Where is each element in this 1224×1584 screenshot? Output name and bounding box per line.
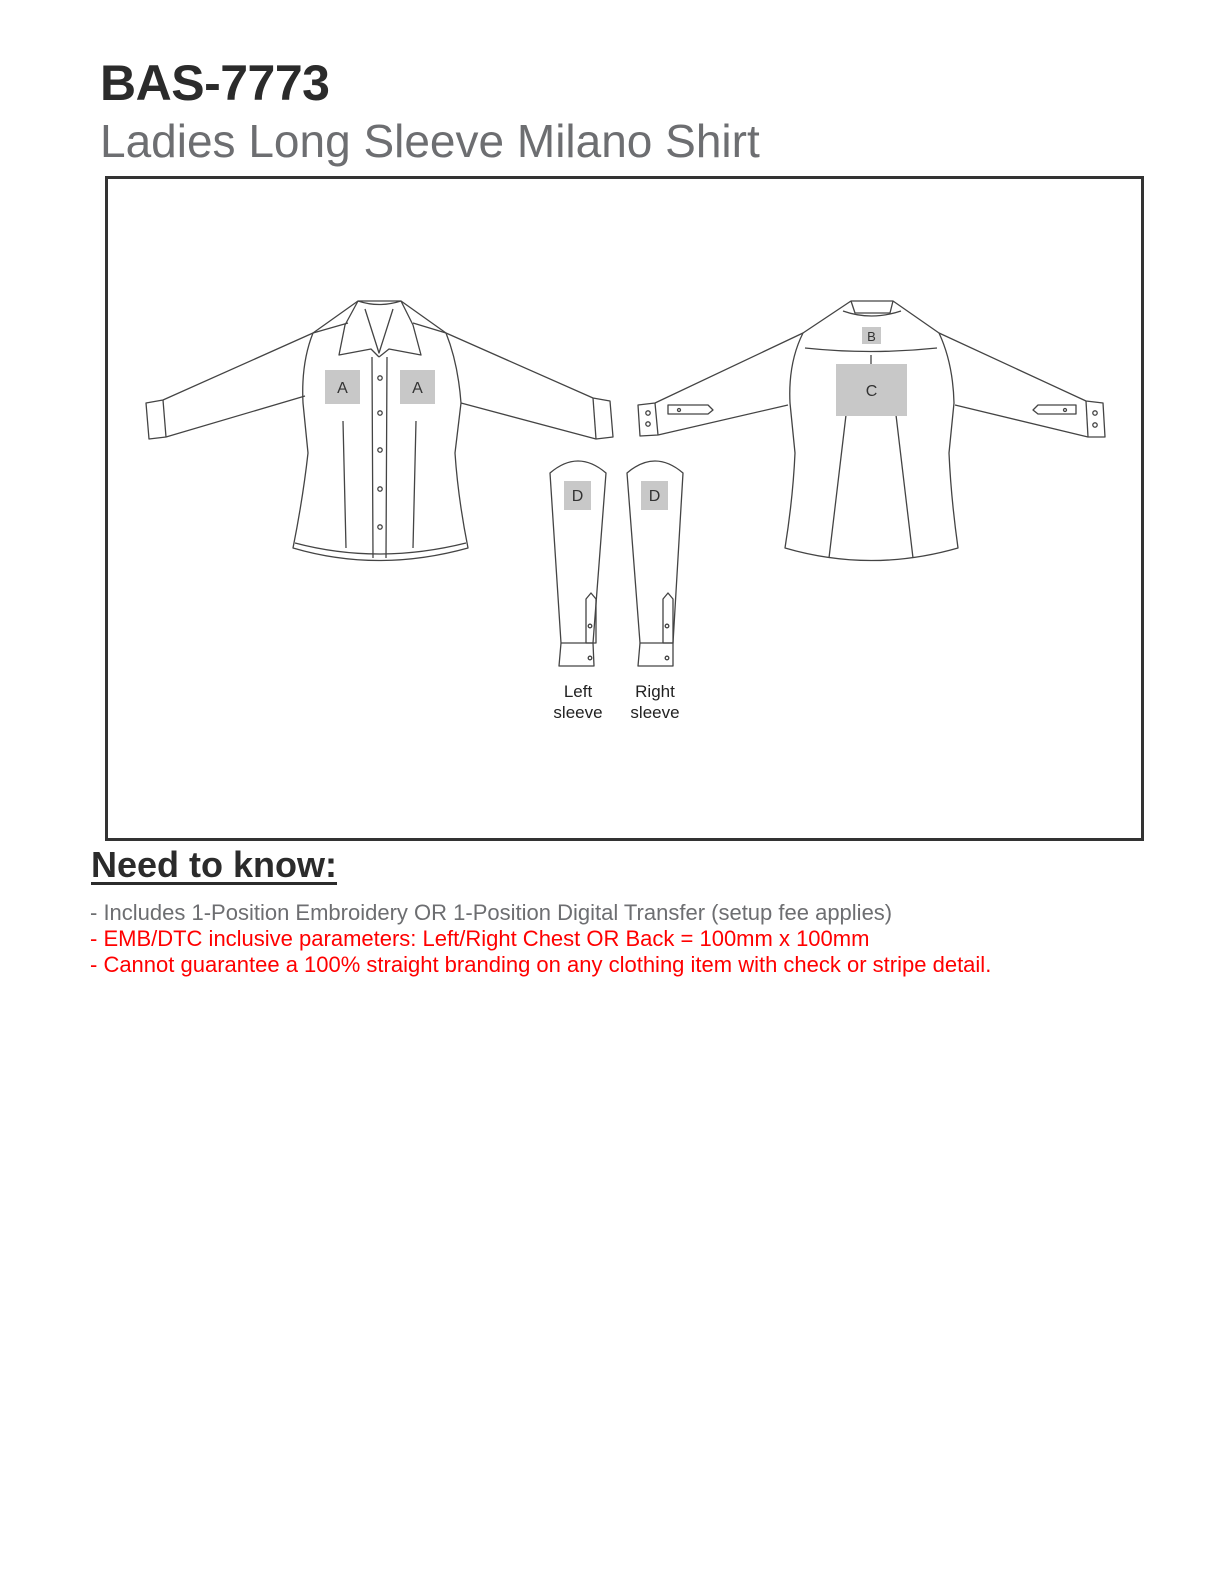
right-sleeve-caption-line1: Right <box>635 682 675 701</box>
right-sleeve-caption-line2: sleeve <box>630 703 680 722</box>
product-name: Ladies Long Sleeve Milano Shirt <box>100 115 760 167</box>
svg-text:D: D <box>648 488 661 505</box>
svg-text:A: A <box>412 380 423 397</box>
notes-list <box>90 900 991 978</box>
front-shirt-illustration <box>146 301 613 561</box>
note-item: - EMB/DTC inclusive parameters: Left/Right Chest OR Back = 100mm x 100mm <box>90 926 870 951</box>
svg-text:D: D <box>571 488 584 505</box>
zone-d-left <box>564 481 591 510</box>
zone-d-right <box>641 481 668 510</box>
note-item: - Cannot guarantee a 100% straight branding on any clothing item with check or stripe detail. <box>90 952 992 977</box>
svg-text:A: A <box>337 380 348 397</box>
zone-a-right <box>400 370 435 404</box>
note-item: - Includes 1-Position Embroidery OR 1-Position Digital Transfer (setup fee applies) <box>90 900 893 925</box>
product-code: BAS-7773 <box>100 55 330 111</box>
zone-c <box>836 364 907 416</box>
svg-text:C: C <box>865 383 878 400</box>
left-sleeve-caption-line1: Left <box>563 682 593 701</box>
left-sleeve-caption-line2: sleeve <box>553 703 603 722</box>
garment-diagram <box>108 179 1141 838</box>
need-to-know-heading: Need to know: <box>91 844 338 885</box>
zone-a-left <box>325 370 360 404</box>
svg-text:B: B <box>867 329 876 344</box>
zone-b <box>862 327 881 344</box>
garment-diagram-frame <box>105 176 1144 841</box>
